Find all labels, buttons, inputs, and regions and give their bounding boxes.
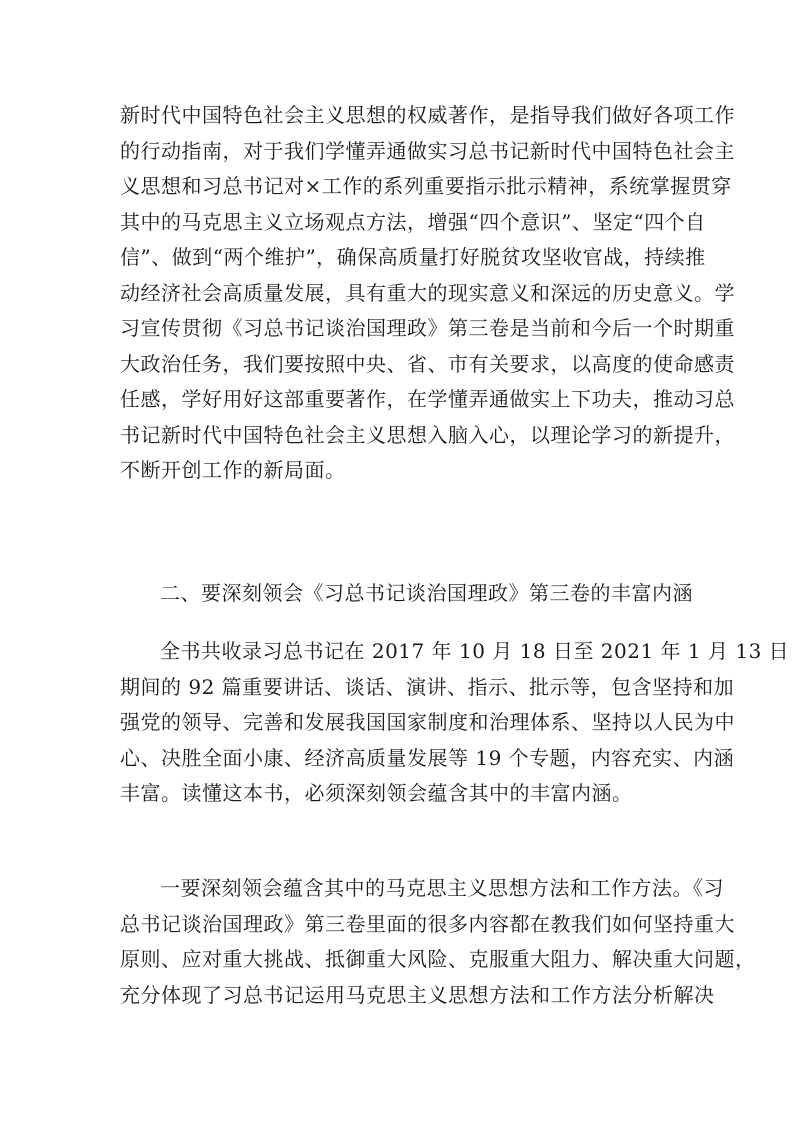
paragraph-1 — [120, 98, 735, 489]
paragraph-2 — [120, 634, 790, 812]
text-line: 不断开创工作的新局面。 — [120, 458, 346, 482]
section-heading-text: 二、要深刻领会《习总书记谈治国理政》第三卷的丰富内涵 — [160, 581, 693, 605]
text-line: 充分体现了习总书记运用马克思主义思想方法和工作方法分析解决 — [120, 982, 715, 1007]
text-line: 丰富。读懂这本书，必须深刻领会蕴含其中的丰富内涵。 — [120, 781, 633, 805]
text-line: 动经济社会高质量发展，具有重大的现实意义和深远的历史意义。学 — [120, 280, 735, 305]
text-line: 一要深刻领会蕴含其中的马克思主义思想方法和工作方法。《习 — [160, 876, 724, 900]
text-line: 原则、应对重大挑战、抵御重大风险、克服重大阻力、解决重大问题， — [120, 947, 756, 971]
text-line: 的行动指南，对于我们学懂弄通做实习总书记新时代中国特色社会主 — [120, 138, 735, 163]
text-line: 习宣传贯彻《习总书记谈治国理政》第三卷是当前和今后一个时期重 — [120, 316, 735, 340]
text-line: 义思想和习总书记对×工作的系列重要指示批示精神，系统掌握贯穿 — [120, 174, 732, 198]
text-line: 任感，学好用好这部重要著作，在学懂弄通做实上下功夫，推动习总 — [120, 387, 735, 411]
text-line: 信”、做到“两个维护”，确保高质量打好脱贫攻坚收官战，持续推 — [120, 245, 706, 269]
text-line: 心、决胜全面小康、经济高质量发展等 19 个专题，内容充实、内涵 — [120, 745, 735, 770]
text-line: 总书记谈治国理政》第三卷里面的很多内容都在教我们如何坚持重大 — [120, 911, 735, 936]
text-line: 新时代中国特色社会主义思想的权威著作，是指导我们做好各项工作 — [120, 103, 735, 127]
text-line: 书记新时代中国特色社会主义思想入脑入心，以理论学习的新提升， — [120, 422, 735, 447]
text-line: 大政治任务，我们要按照中央、省、市有关要求，以高度的使命感责 — [120, 351, 735, 376]
text-line: 强党的领导、完善和发展我国国家制度和治理体系、坚持以人民为中 — [120, 710, 735, 734]
text-line: 其中的马克思主义立场观点方法，增强“四个意识”、坚定“四个自 — [120, 209, 706, 234]
paragraph-3 — [120, 871, 756, 1013]
section-heading — [120, 576, 693, 612]
text-line: 全书共收录习总书记在 2017 年 10 月 18 日至 2021 年 1 月 13 日 — [160, 639, 790, 663]
text-line: 期间的 92 篇重要讲话、谈话、演讲、指示、批示等，包含坚持和加 — [120, 674, 735, 699]
